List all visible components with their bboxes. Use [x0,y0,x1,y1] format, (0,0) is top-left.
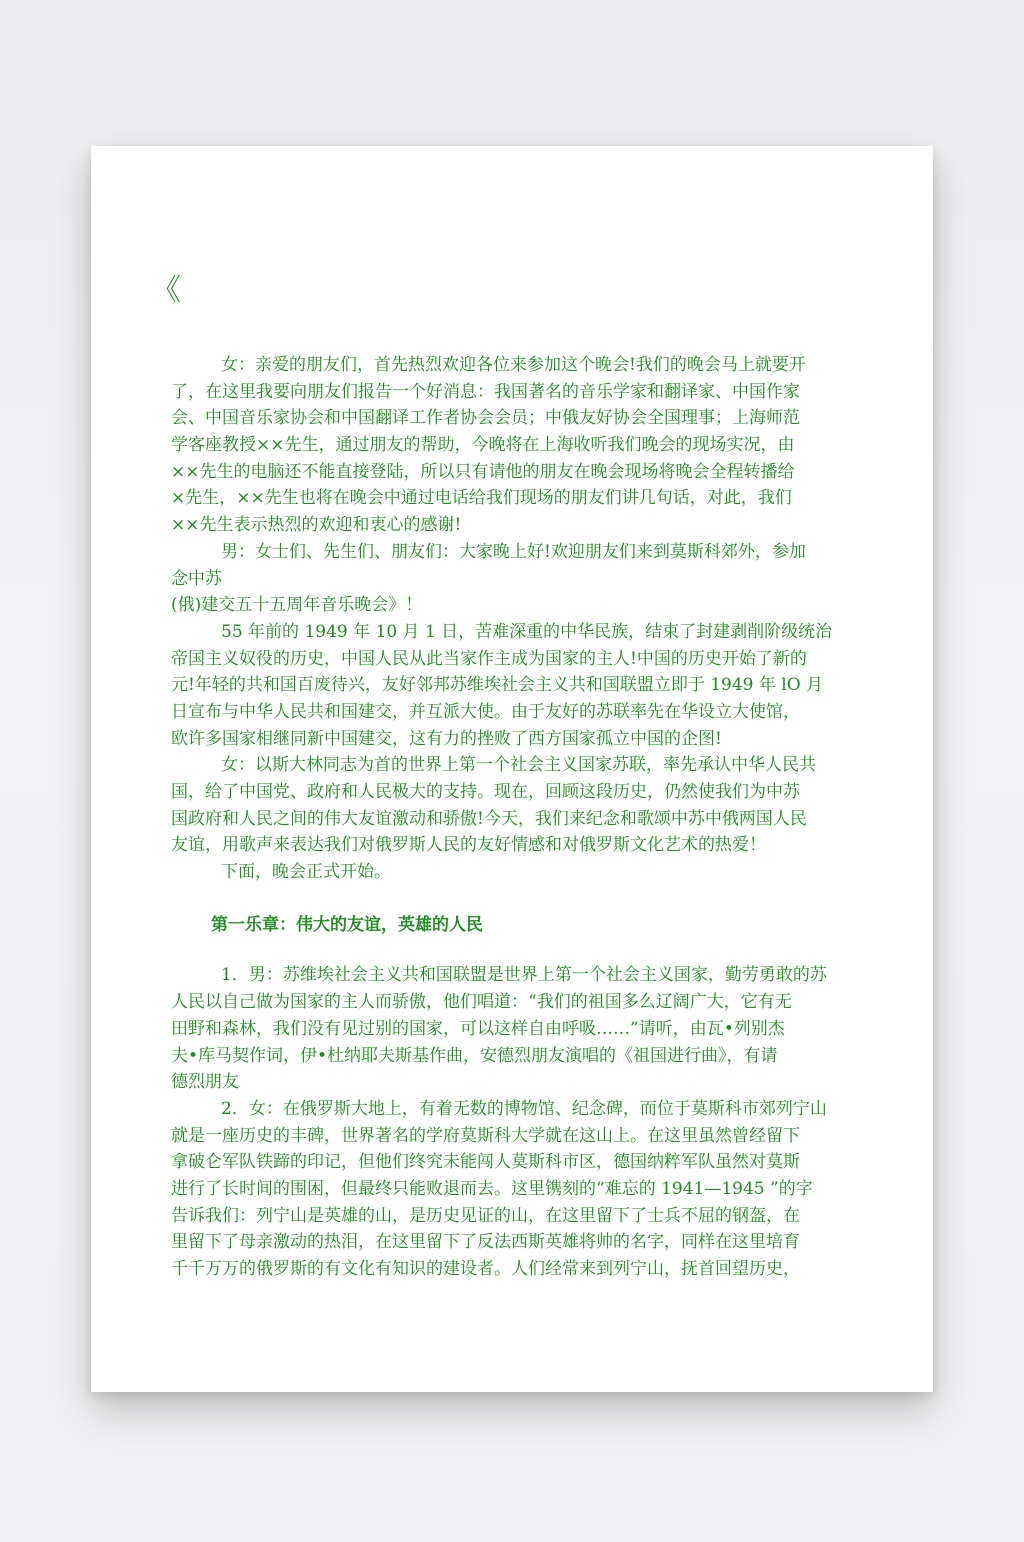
text-line: 念中苏 [171,568,222,589]
text-line: ××先生的电脑还不能直接登陆，所以只有请他的朋友在晚会现场将晚会全程转播给 [171,461,795,482]
title-bracket-mark: 《 [151,273,181,308]
text-line: 欧许多国家相继同新中国建交，这有力的挫败了西方国家孤立中国的企图! [171,728,722,749]
text-line: 千千万万的俄罗斯的有文化有知识的建设者。人们经常来到列宁山，抚首回望历史， [171,1259,800,1279]
text-line: 就是一座历史的丰碑，世界著名的学府莫斯科大学就在这山上。在这里虽然曾经留下 [171,1125,800,1146]
text-line: 2．女：在俄罗斯大地上，有着无数的博物馆、纪念碑，而位于莫斯科市郊列宁山 [221,1098,827,1119]
text-line: 男：女士们、先生们、朋友们：大家晚上好!欢迎朋友们来到莫斯科郊外，参加 [221,541,806,562]
text-line: 下面，晚会正式开始。 [221,862,391,883]
text-line: 1．男：苏维埃社会主义共和国联盟是世界上第一个社会主义国家，勤劳勇敢的苏 [221,965,827,986]
text-line: 德烈朋友 [171,1072,239,1093]
text-line: 会、中国音乐家协会和中国翻译工作者协会会员；中俄友好协会全国理事；上海师范 [171,408,800,429]
text-line: 里留下了母亲激动的热泪，在这里留下了反法西斯英雄将帅的名字，同样在这里培育 [171,1232,800,1253]
text-line: 夫•库马契作词，伊•杜纳耶夫斯基作曲，安德烈朋友演唱的《祖国进行曲》，有请 [171,1045,778,1066]
text-line: 田野和森林，我们没有见过别的国家，可以这样自由呼吸……”请听，由瓦•列别杰 [171,1018,785,1039]
text-line: 友谊，用歌声来表达我们对俄罗斯人民的友好情感和对俄罗斯文化艺术的热爱！ [171,835,766,856]
text-line: 55 年前的 1949 年 10 月 1 日，苦难深重的中华民族，结束了封建剥削阶级统治 [221,621,833,642]
text-line: 拿破仑军队铁蹄的印记，但他们终究未能闯人莫斯科市区，德国纳粹军队虽然对莫斯 [171,1152,800,1173]
text-line: 帝国主义奴役的历史，中国人民从此当家作主成为国家的主人!中国的历史开始了新的 [171,648,807,669]
document-page [91,146,933,1392]
text-line: (俄)建交五十五周年音乐晚会》！ [171,595,423,616]
text-line: 女：以斯大林同志为首的世界上第一个社会主义国家苏联，率先承认中华人民共 [221,755,816,776]
text-line: ×先生，××先生也将在晚会中通过电话给我们现场的朋友们讲几句话，对此，我们 [171,488,792,509]
text-line: 学客座教授××先生，通过朋友的帮助，今晚将在上海收听我们晚会的现场实况，由 [171,435,795,456]
text-line: 元!年轻的共和国百废待兴，友好邻邦苏维埃社会主义共和国联盟立即于 1949 年 lO 月 [171,675,824,696]
text-line: 女：亲爱的朋友们，首先热烈欢迎各位来参加这个晚会!我们的晚会马上就要开 [221,355,806,375]
text-line: 国政府和人民之间的伟大友谊激动和骄傲!今天，我们来纪念和歌颂中苏中俄两国人民 [171,808,807,829]
section-heading: 第一乐章：伟大的友谊，英雄的人民 [211,914,483,935]
document-body [171,352,918,1283]
text-line: 国，给了中国党、政府和人民极大的支持。现在，回顾这段历史，仍然使我们为中苏 [171,782,800,802]
text-line: 日宣布与中华人民共和国建交，并互派大使。由于友好的苏联率先在华设立大使馆， [171,701,800,722]
text-line: ××先生表示热烈的欢迎和衷心的感谢! [171,515,462,536]
text-line: 告诉我们：列宁山是英雄的山，是历史见证的山，在这里留下了士兵不屈的钢盔，在 [171,1205,800,1226]
text-line: 进行了长时间的围困，但最终只能败退而去。这里镌刻的“难忘的 1941—1945 ”的字 [171,1178,813,1199]
text-line: 人民以自己做为国家的主人而骄傲，他们唱道：“我们的祖国多么辽阔广大，它有无 [171,992,792,1013]
text-line: 了，在这里我要向朋友们报告一个好消息：我国著名的音乐学家和翻译家、中国作家 [171,381,800,402]
